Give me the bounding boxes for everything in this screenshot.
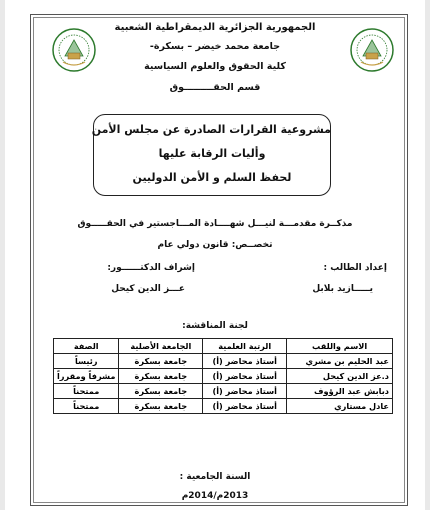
- member-role: رئيساً: [54, 354, 119, 369]
- supervisor-label: إشراف الدكتــــــور:: [107, 263, 195, 273]
- member-rank: أستاذ محاضر (أ): [203, 384, 287, 399]
- member-name: دبابش عبد الرؤوف: [287, 384, 393, 399]
- table-row: [54, 369, 393, 384]
- committee-table: [53, 338, 393, 414]
- table-header-row: [54, 339, 393, 354]
- member-role: ممتحناً: [54, 384, 119, 399]
- column-header: الرتبة العلمية: [203, 339, 287, 354]
- thesis-title-line1: مشروعية القرارات الصادرة عن مجلس الأمن: [91, 123, 331, 136]
- column-header: الجامعة الأصلية: [119, 339, 203, 354]
- academic-year-value: 2013م/2014م: [181, 491, 249, 501]
- member-name: عبد الحليم بن مشري: [287, 354, 393, 369]
- member-rank: أستاذ محاضر (أ): [203, 369, 287, 384]
- memo-description: مذكــرة مقدمـــة لنيـــل شهــــادة المـــاجستير في الحقـــــوق: [77, 219, 353, 229]
- department-name: قسم الحقـــــــــوق: [169, 82, 261, 93]
- republic-name: الجمهورية الجزائرية الديمقراطية الشعبية: [114, 22, 316, 33]
- member-role: مشرفاً ومقرراً: [54, 369, 119, 384]
- university-name: جامعة محمد خيضر – بسكرة-: [149, 41, 281, 52]
- supervisor-name: عـــز الدين كيحل: [111, 284, 185, 294]
- member-rank: أستاذ محاضر (أ): [203, 354, 287, 369]
- member-university: جامعة بسكرة: [119, 354, 203, 369]
- specialty: تخصــص: قانون دولي عام: [157, 240, 273, 250]
- document-page: [5, 0, 425, 510]
- thesis-title-line2: وأليات الرقابة عليها: [158, 147, 266, 160]
- member-role: ممتحناً: [54, 399, 119, 414]
- table-row: [54, 354, 393, 369]
- student-label: إعداد الطالب :: [323, 263, 387, 273]
- table-row: [54, 399, 393, 414]
- academic-year-label: السنة الجامعية :: [179, 472, 251, 482]
- member-rank: أستاذ محاضر (أ): [203, 399, 287, 414]
- member-university: جامعة بسكرة: [119, 369, 203, 384]
- student-name: يـــــازيد بلابل: [312, 284, 373, 294]
- committee-label: لجنة المناقشة:: [182, 321, 248, 331]
- column-header: الاسم واللقب: [287, 339, 393, 354]
- member-name: د.عز الدين كيحل: [287, 369, 393, 384]
- column-header: الصفة: [54, 339, 119, 354]
- thesis-title-line3: لحفظ السلم و الأمن الدوليين: [132, 171, 292, 184]
- faculty-name: كلية الحقوق والعلوم السياسية: [144, 61, 286, 72]
- member-university: جامعة بسكرة: [119, 384, 203, 399]
- university-emblem-icon: [349, 26, 395, 74]
- table-row: [54, 384, 393, 399]
- university-emblem-icon: [51, 26, 97, 74]
- member-name: عادل مستاري: [287, 399, 393, 414]
- member-university: جامعة بسكرة: [119, 399, 203, 414]
